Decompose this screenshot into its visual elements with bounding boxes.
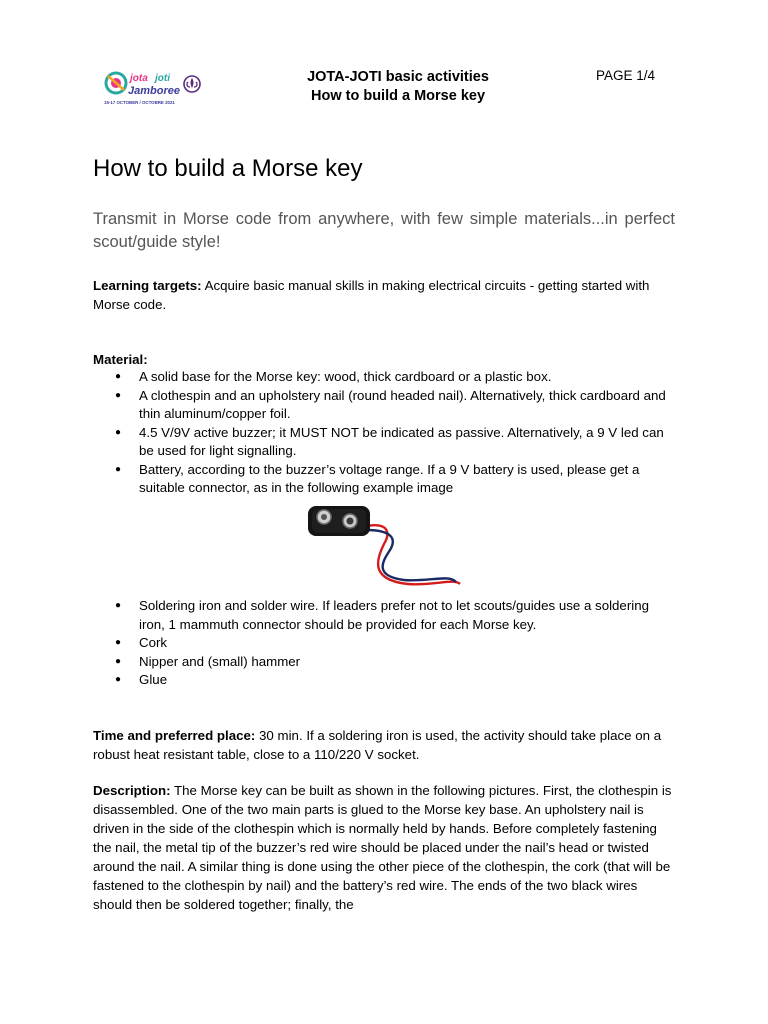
- description-label: Description:: [93, 783, 171, 798]
- battery-connector-image: [304, 500, 464, 592]
- list-item: ● Nipper and (small) hammer: [93, 653, 675, 672]
- list-item: ● 4.5 V/9V active buzzer; it MUST NOT be indicated as passive. Alternatively, a 9 V led can be used for light signalling.: [93, 424, 675, 461]
- time-and-place: [93, 726, 675, 764]
- document-title: How to build a Morse key: [93, 155, 363, 182]
- learning-targets: [93, 276, 675, 314]
- document-subtitle: Transmit in Morse code from anywhere, with few simple materials...in perfect scout/guide style!: [93, 210, 675, 251]
- list-item: ● A clothespin and an upholstery nail (round headed nail). Alternatively, thick cardboard and thin aluminum/copper foil.: [93, 387, 675, 424]
- learning-targets-label: Learning targets:: [93, 278, 202, 293]
- time-text: 30 min. If a soldering iron is used, the activity should take place on a robust heat resistant table, close to a 110/220 V socket.: [93, 728, 662, 762]
- jota-joti-logo: [104, 70, 204, 106]
- logo-word-jamboree: Jamboree: [128, 85, 180, 97]
- material-list-b: [93, 597, 675, 690]
- list-item: ● Battery, according to the buzzer’s voltage range. If a 9 V battery is used, please get a suitable connector, as in the following example image: [93, 461, 675, 498]
- logo-dates: 15-17 OCTOBER / OCTOBRE 2021: [104, 100, 175, 105]
- time-label: Time and preferred place:: [93, 728, 256, 743]
- logo-word-joti: joti: [155, 73, 170, 84]
- page-number: PAGE 1/4: [596, 68, 656, 83]
- description-text: The Morse key can be built as shown in the following pictures. First, the clothespin is disassembled. One of the two main parts is glued to the Morse key base. An upholstery nail is driven in the side of the clothespin which is normally held by hands. Before completely fastening the nail, the metal tip of the buzzer’s red wire should be placed under the nail’s head or twisted around the nail. A similar thing is done using the other piece of the clothespin, the cork (that will be fastened to the clothespin by nail) and the battery’s red wire. The ends of the two black wires should then be soldered together; finally, the: [93, 783, 672, 912]
- list-item: ● Soldering iron and solder wire. If leaders prefer not to let scouts/guides use a soldering iron, 1 mammuth connector should be provided for each Morse key.: [93, 597, 675, 634]
- list-item: ● A solid base for the Morse key: wood, thick cardboard or a plastic box.: [93, 368, 675, 387]
- description: [93, 781, 675, 914]
- header-title-line1: JOTA-JOTI basic activities: [307, 69, 489, 85]
- learning-targets-text: Acquire basic manual skills in making electrical circuits - getting started with Morse code.: [93, 278, 650, 312]
- logo-word-jota: jota: [130, 73, 148, 84]
- material-heading: [93, 350, 675, 369]
- header-title-line2: How to build a Morse key: [310, 88, 486, 104]
- fleur-de-lis-icon: [184, 76, 200, 92]
- material-label: Material:: [93, 352, 148, 367]
- list-item: ● Cork: [93, 634, 675, 653]
- list-item: ● Glue: [93, 671, 675, 690]
- material-list-a: [93, 368, 675, 498]
- header-title: [270, 68, 526, 106]
